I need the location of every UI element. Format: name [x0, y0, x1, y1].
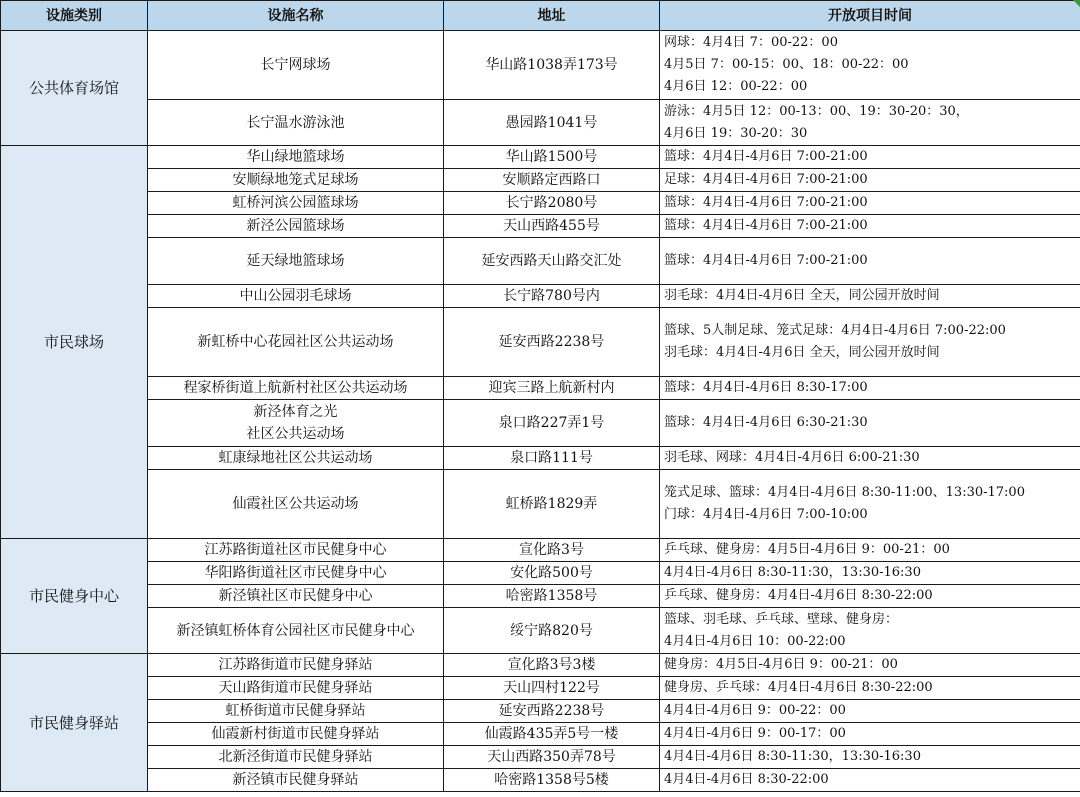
open-time-cell: [660, 677, 1080, 700]
header-category: 设施类别: [1, 1, 148, 31]
table-row: [1, 608, 1080, 654]
open-time-line: 篮球、5人制足球、笼式足球：4月4日-4月6日 7:00-22:00: [664, 323, 1006, 338]
address-cell: 安化路500号: [444, 562, 660, 585]
category-cell: 市民健身中心: [1, 539, 148, 654]
address-cell: 安顺路定西路口: [444, 169, 660, 192]
open-time-line: 篮球：4月4日-4月6日 6:30-21:30: [664, 415, 868, 430]
facility-name-line: 江苏路街道社区市民健身中心: [204, 542, 387, 558]
facility-name-line: 新泾镇社区市民健身中心: [218, 588, 373, 604]
open-time-cell: [660, 146, 1080, 169]
facility-name-line: 仙霞新村街道市民健身驿站: [211, 726, 380, 742]
address-cell: 华山路1500号: [444, 146, 660, 169]
table-row: [1, 470, 1080, 539]
open-time-line: 羽毛球、网球：4月4日-4月6日 6:00-21:30: [664, 450, 920, 465]
open-time-line: 4月5日 7：00-15：00、18：00-22：00: [664, 57, 909, 72]
open-time-cell: [660, 192, 1080, 215]
open-time-line: 游泳：4月5日 12：00-13：00、19：30-20：30，: [664, 103, 969, 119]
header-address: 地址: [444, 1, 660, 31]
open-time-line: 健身房、乒乓球：4月4日-4月6日 8:30-22:00: [664, 680, 933, 695]
facility-name-line: 新泾镇市民健身驿站: [232, 772, 359, 788]
address-cell: 迎宾三路上航新村内: [444, 377, 660, 400]
open-time-line: 篮球、羽毛球、乒乓球、壁球、健身房：: [664, 611, 899, 627]
open-time-cell: [660, 470, 1080, 539]
table-row: [1, 585, 1080, 608]
facility-name-cell: [148, 400, 444, 447]
facility-name-line: 新泾公园篮球场: [246, 218, 345, 234]
table-row: [1, 377, 1080, 400]
category-cell: 市民健身驿站: [1, 654, 148, 792]
open-time-cell: [660, 746, 1080, 769]
facility-name-cell: [148, 746, 444, 769]
open-time-line: 足球：4月4日-4月6日 7:00-21:00: [664, 172, 868, 187]
address-cell: 天山四村122号: [444, 677, 660, 700]
facility-name-cell: [148, 31, 444, 100]
open-time-cell: [660, 539, 1080, 562]
table-row: [1, 700, 1080, 723]
facility-name-line: 仙霞社区公共运动场: [232, 496, 359, 512]
open-time-line: 羽毛球：4月4日-4月6日 全天，同公园开放时间: [664, 288, 940, 303]
facility-name-line: 新泾镇虹桥体育公园社区市民健身中心: [176, 622, 415, 639]
facility-name-cell: [148, 169, 444, 192]
open-time-line: 门球：4月4日-4月6日 7:00-10:00: [664, 507, 868, 522]
facility-name-cell: [148, 238, 444, 285]
table-row: [1, 447, 1080, 470]
facility-name-line: 华山绿地篮球场: [246, 149, 345, 165]
address-cell: 延安西路天山路交汇处: [444, 238, 660, 285]
table-row: [1, 308, 1080, 377]
facility-name-line: 中山公园羽毛球场: [239, 288, 352, 304]
address-cell: 虹桥路1829弄: [444, 470, 660, 539]
address-cell: 长宁路2080号: [444, 192, 660, 215]
facility-name-cell: [148, 539, 444, 562]
facility-name-cell: [148, 447, 444, 470]
open-time-line: 4月4日-4月6日 8:30-22:00: [664, 772, 829, 787]
address-cell: 宣化路3号3楼: [444, 654, 660, 677]
open-time-cell: [660, 769, 1080, 792]
facility-name-cell: [148, 215, 444, 238]
address-cell: 延安西路2238号: [444, 308, 660, 377]
table-row: [1, 769, 1080, 792]
table-row: [1, 192, 1080, 215]
open-time-cell: [660, 723, 1080, 746]
open-time-cell: [660, 238, 1080, 285]
address-cell: 哈密路1358号5楼: [444, 769, 660, 792]
open-time-cell: [660, 608, 1080, 654]
facility-name-line: 江苏路街道市民健身驿站: [218, 657, 373, 673]
table-row: [1, 169, 1080, 192]
facility-name-line: 社区公共运动场: [246, 426, 345, 442]
facility-name-cell: [148, 654, 444, 677]
facility-name-line: 长宁温水游泳池: [246, 114, 345, 131]
open-time-line: 4月6日 19：30-20：30: [664, 125, 808, 141]
open-time-line: 篮球：4月4日-4月6日 7:00-21:00: [664, 195, 868, 210]
facility-name-cell: [148, 377, 444, 400]
facility-name-line: 安顺绿地笼式足球场: [232, 172, 359, 188]
address-cell: 天山西路455号: [444, 215, 660, 238]
facility-name-line: 长宁网球场: [260, 57, 331, 73]
table-row: [1, 677, 1080, 700]
address-cell: 仙霞路435弄5号一楼: [444, 723, 660, 746]
facility-name-cell: [148, 769, 444, 792]
table-row: [1, 562, 1080, 585]
open-time-line: 4月4日-4月6日 8:30-11:30，13:30-16:30: [664, 749, 921, 764]
facility-name-line: 程家桥街道上航新村社区公共运动场: [183, 380, 408, 396]
address-cell: 华山路1038弄173号: [444, 31, 660, 100]
facility-name-cell: [148, 723, 444, 746]
category-cell: 市民球场: [1, 146, 148, 539]
open-time-line: 篮球：4月4日-4月6日 7:00-21:00: [664, 218, 868, 233]
facility-name-line: 华阳路街道社区市民健身中心: [204, 565, 387, 581]
open-time-cell: [660, 447, 1080, 470]
table-row: [1, 31, 1080, 100]
address-cell: 绥宁路820号: [444, 608, 660, 654]
open-time-cell: [660, 400, 1080, 447]
table-row: [1, 400, 1080, 447]
open-time-line: 篮球：4月4日-4月6日 7:00-21:00: [664, 149, 868, 164]
open-time-cell: [660, 100, 1080, 146]
open-time-cell: [660, 654, 1080, 677]
address-cell: 宣化路3号: [444, 539, 660, 562]
facility-name-cell: [148, 146, 444, 169]
table-row: [1, 100, 1080, 146]
address-cell: 长宁路780号内: [444, 285, 660, 308]
open-time-line: 篮球：4月4日-4月6日 8:30-17:00: [664, 380, 868, 395]
header-open-time: 开放项目时间: [660, 1, 1080, 31]
open-time-cell: [660, 285, 1080, 308]
open-time-line: 4月4日-4月6日 10：00-22:00: [664, 633, 846, 649]
open-time-line: 4月6日 12：00-22：00: [664, 79, 808, 94]
open-time-line: 羽毛球：4月4日-4月6日 全天，同公园开放时间: [664, 345, 940, 360]
open-time-cell: [660, 31, 1080, 100]
facility-name-cell: [148, 700, 444, 723]
open-time-cell: [660, 377, 1080, 400]
facility-name-cell: [148, 470, 444, 539]
open-time-cell: [660, 700, 1080, 723]
open-time-line: 乒乓球、健身房：4月4日-4月6日 8:30-22:00: [664, 588, 933, 603]
facility-name-line: 虹桥河滨公园篮球场: [232, 195, 359, 211]
table-row: [1, 723, 1080, 746]
address-cell: 泉口路227弄1号: [444, 400, 660, 447]
facility-name-cell: [148, 677, 444, 700]
open-time-line: 健身房：4月5日-4月6日 9：00-21：00: [664, 657, 898, 672]
facility-name-cell: [148, 608, 444, 654]
facility-name-line: 新泾体育之光: [253, 404, 338, 420]
facility-name-cell: [148, 562, 444, 585]
table-row: [1, 238, 1080, 285]
facility-name-line: 延天绿地篮球场: [246, 253, 345, 269]
open-time-line: 4月4日-4月6日 9：00-17：00: [664, 726, 846, 741]
open-time-line: 网球：4月4日 7：00-22：00: [664, 35, 838, 50]
table-row: [1, 746, 1080, 769]
facility-name-line: 虹康绿地社区公共运动场: [218, 450, 373, 466]
table-row: [1, 146, 1080, 169]
address-cell: 泉口路111号: [444, 447, 660, 470]
open-time-cell: [660, 308, 1080, 377]
table-row: [1, 654, 1080, 677]
facility-name-cell: [148, 285, 444, 308]
cell-corner-marker: [1073, 0, 1080, 7]
facility-name-line: 北新泾街道市民健身驿站: [218, 749, 373, 765]
address-cell: 延安西路2238号: [444, 700, 660, 723]
address-cell: 天山西路350弄78号: [444, 746, 660, 769]
facility-name-cell: [148, 308, 444, 377]
address-cell: 哈密路1358号: [444, 585, 660, 608]
facility-name-line: 天山路街道市民健身驿站: [218, 680, 373, 696]
facility-name-line: 虹桥街道市民健身驿站: [225, 703, 366, 719]
table-row: [1, 285, 1080, 308]
table-row: [1, 539, 1080, 562]
facility-name-line: 新虹桥中心花园社区公共运动场: [197, 334, 394, 350]
open-time-line: 篮球：4月4日-4月6日 7:00-21:00: [664, 253, 868, 268]
open-time-cell: [660, 562, 1080, 585]
table-body: [1, 31, 1080, 792]
open-time-line: 4月4日-4月6日 8:30-11:30，13:30-16:30: [664, 565, 921, 580]
facility-name-cell: [148, 100, 444, 146]
address-cell: 愚园路1041号: [444, 100, 660, 146]
header-facility-name: 设施名称: [148, 1, 444, 31]
open-time-line: 4月4日-4月6日 9：00-22：00: [664, 703, 846, 718]
open-time-line: 乒乓球、健身房：4月5日-4月6日 9：00-21：00: [664, 542, 950, 557]
category-cell: 公共体育场馆: [1, 31, 148, 146]
open-time-cell: [660, 585, 1080, 608]
facility-name-cell: [148, 192, 444, 215]
open-time-cell: [660, 215, 1080, 238]
header-row: [1, 1, 1080, 31]
table-row: [1, 215, 1080, 238]
facility-name-cell: [148, 585, 444, 608]
open-time-line: 笼式足球、篮球：4月4日-4月6日 8:30-11:00、13:30-17:00: [664, 485, 1025, 500]
open-time-cell: [660, 169, 1080, 192]
